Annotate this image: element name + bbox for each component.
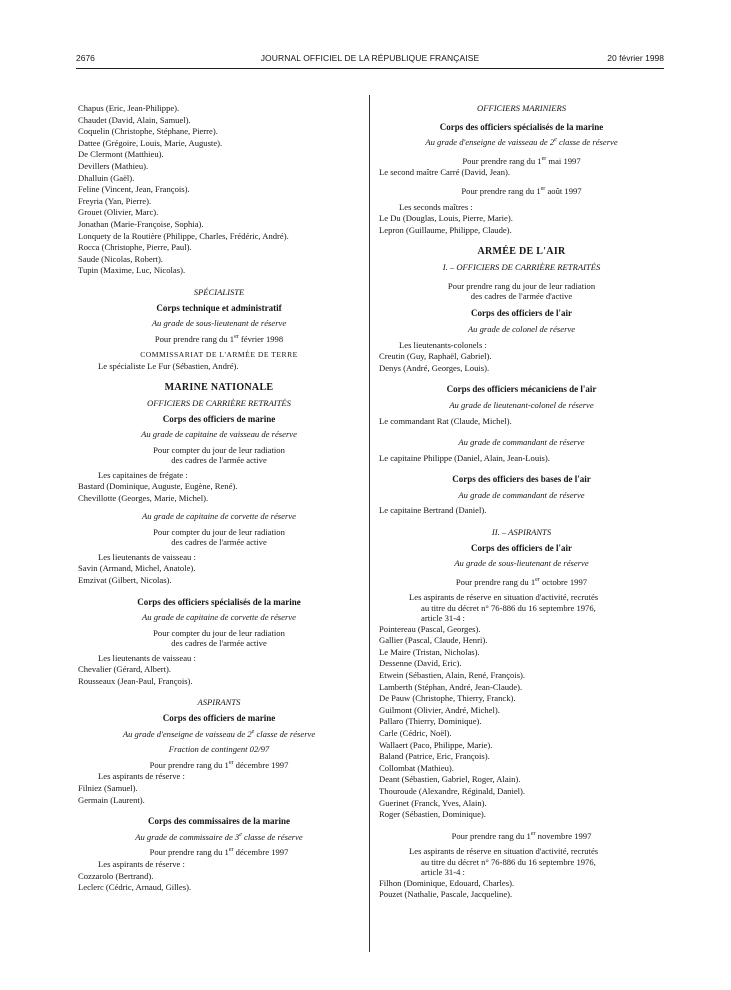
names-list [379,213,664,236]
rang-line: Pour prendre rang du 1er décembre 1997 [149,847,289,858]
issue-date: 20 février 1998 [607,53,664,63]
name-entry: Grouet (Olivier, Marc). [78,207,159,218]
left-column [78,103,360,894]
name-entry: Rocca (Christophe, Pierre, Paul). [78,242,192,253]
name-entry: Pouzet (Nathalie, Pascale, Jacqueline). [379,889,513,900]
fraction-heading: Fraction de contingent 02/97 [168,744,270,755]
name-entry: Deant (Sébastien, Gabriel, Roger, Alain). [379,774,521,785]
name-entry: Savin (Armand, Michel, Anatole). [78,563,196,574]
corps-heading: Corps des officiers de marine [162,713,276,723]
name-entry: Bastard (Dominique, Auguste, Eugène, René). [78,481,238,492]
name-entry: Devillers (Mathieu). [78,160,149,171]
name-entry: Dessenne (David, Eric). [379,658,462,669]
rang-note: Pour prendre rang du jour de leur radiation des cadres de l'armée d'active [447,280,596,301]
name-entry: Guilmont (Olivier, André, Michel). [379,704,500,715]
rang-line: Pour prendre rang du 1er octobre 1997 [455,576,588,587]
section-subheading: OFFICIERS DE CARRIÈRE RETRAITÉS [147,398,291,409]
corps-heading: Corps des officiers de marine [162,413,276,424]
name-entry: Roger (Sébastien, Dominique). [379,809,486,820]
grade-heading: Au grade de colonel de réserve [467,323,576,334]
name-entry: Chapus (Eric, Jean-Philippe). [78,103,180,113]
name-entry: Wallaert (Paco, Philippe, Marie). [379,739,493,750]
corps-heading: Corps des officiers mécaniciens de l'air [446,384,597,395]
name-entry: Collombat (Mathieu). [379,762,454,773]
names-list [379,351,664,374]
rang-line: Pour prendre rang du 1er novembre 1997 [451,830,592,841]
name-entry: De Clermont (Matthieu). [78,149,164,160]
name-entry: Freyria (Yan, Pierre). [78,195,152,206]
group-label: Les lieutenants de vaisseau : [98,652,196,663]
grade-heading: Au grade de commissaire de 3e classe de réserve [135,831,303,842]
grade-heading: Au grade d'enseigne de vaisseau de 2e classe de réserve [425,137,618,148]
entry-line: Le spécialiste Le Fur (Sébastien, André). [98,360,239,371]
names-top-list [78,103,360,277]
name-entry: Emzivat (Gilbert, Nicolas). [78,575,172,586]
journal-title: JOURNAL OFFICIEL DE LA RÉPUBLIQUE FRANÇAISE [260,53,480,63]
group-label: Les seconds maîtres : [399,201,473,212]
name-entry: Carle (Cédric, Noël). [379,728,452,738]
compter-note: Pour compter du jour de leur radiation des cadres de l'armée active [153,627,285,649]
right-column [379,103,664,901]
column-divider [369,95,370,952]
name-entry: Saude (Nicolas, Robert). [78,253,163,264]
corps-heading: Corps technique et administratif [156,302,282,313]
corps-heading: Corps des officiers spécialisés de la marine [439,121,604,132]
compter-note: Pour compter du jour de leur radiation des cadres de l'armée active [153,444,285,466]
entry-line: Le capitaine Bertrand (Daniel). [379,505,487,516]
name-entry: Gallier (Pascal, Claude, Henri). [379,635,488,646]
names-list [379,624,664,821]
marine-heading: MARINE NATIONALE [164,382,274,394]
air-heading: ARMÉE DE L'AIR [477,246,566,258]
rang-line: Pour prendre rang du 1er février 1998 [154,333,284,344]
aspirants-heading: ASPIRANTS [197,697,241,708]
grade-heading: Au grade de sous-lieutenant de réserve [454,558,589,569]
page-number: 2676 [76,53,95,63]
name-entry: Lepron (Guillaume, Philippe, Claude). [379,224,512,235]
name-entry: Cozzarolo (Bertrand). [78,870,154,881]
name-entry: Baland (Patrice, Eric, François). [379,751,490,762]
name-entry: Le Maire (Tristan, Nicholas). [379,646,480,657]
names-list [78,664,360,687]
grade-heading: Au grade de commandant de réserve [458,437,585,448]
name-entry: Filniez (Samuel). [78,782,138,793]
name-entry: Pallaro (Thierry, Dominique). [379,716,482,727]
entry-line: Le capitaine Philippe (Daniel, Alain, Jean-Louis). [379,452,550,463]
name-entry: Etwein (Sébastien, Alain, René, François). [379,670,526,681]
names-list [78,563,360,586]
name-entry: Chevillotte (Georges, Marie, Michel). [78,492,209,503]
name-entry: Feline (Vincent, Jean, François). [78,184,190,195]
grade-heading: Au grade d'enseigne de vaisseau de 2e classe de réserve [122,728,316,739]
entry-line: Le second maître Carré (David, Jean). [379,167,510,178]
name-entry: Denys (André, Georges, Louis). [379,362,490,373]
rang-line: Pour prendre rang du 1er décembre 1997 [149,759,289,770]
mariniers-heading: OFFICIERS MARINIERS [476,103,566,113]
grade-heading: Au grade de sous-lieutenant de réserve [151,318,287,329]
group-label: Les lieutenants de vaisseau : [98,551,196,562]
name-entry: Leclerc (Cédric, Arnaud, Gilles). [78,882,192,893]
name-entry: Pointereau (Pascal, Georges). [379,623,481,634]
corps-heading: Corps des commissaires de la marine [147,816,291,827]
grade-heading: Au grade de capitaine de corvette de réserve [142,511,296,522]
corps-heading: Corps des officiers de l'air [471,542,572,553]
group-label: Les aspirants de réserve : [98,771,185,782]
name-entry: Chevalier (Gérard, Albert). [78,664,172,675]
rang-line: Pour prendre rang du 1er mai 1997 [462,155,581,166]
names-list [379,878,664,901]
grade-heading: Au grade de lieutenant-colonel de réserve [449,399,594,410]
names-list [78,871,360,894]
rang-line: Pour prendre rang du 1er août 1997 [461,185,582,196]
name-entry: Germain (Laurent). [78,794,145,805]
name-entry: De Pauw (Christophe, Thierry, Franck). [379,693,516,704]
header-rule [76,68,664,69]
name-entry: Creutin (Guy, Raphaël, Gabriel). [379,351,492,362]
name-entry: Le Du (Douglas, Louis, Pierre, Marie). [379,213,513,224]
names-list [78,783,360,806]
name-entry: Guerinet (Franck, Yves, Alain). [379,797,487,808]
corps-heading: Corps des officiers de l'air [471,308,572,319]
entry-line: Le commandant Rat (Claude, Michel). [379,415,512,426]
name-entry: Lonquety de la Routière (Philippe, Charles, Frédéric, André). [78,230,289,241]
page-header [76,53,664,67]
group-label: Les capitaines de frégate : [98,469,188,480]
recruitment-note: Les aspirants de réserve en situation d'activité, recrutés au titre du décret n° 76-886 du 16 septembre 1976, article 31-4 : [409,592,599,624]
corps-heading: Corps des officiers des bases de l'air [452,474,591,485]
grade-heading: Au grade de capitaine de corvette de réserve [142,612,296,623]
section-subheading: I. – OFFICIERS DE CARRIÈRE RETRAITÉS [442,261,601,272]
specialiste-heading: SPÉCIALISTE [193,286,245,297]
name-entry: Coquelin (Christophe, Stéphane, Pierre). [78,126,218,137]
name-entry: Dhalluin (Gaël). [78,172,135,183]
recruitment-note: Les aspirants de réserve en situation d'activité, recrutés au titre du décret n° 76-886 du 16 septembre 1976, article 31-4 : [409,846,599,878]
name-entry: Lamberth (Stéphan, André, Jean-Claude). [379,681,523,692]
name-entry: Thouroude (Alexandre, Réginald, Daniel). [379,785,526,796]
grade-heading: Au grade de capitaine de vaisseau de réserve [141,429,297,440]
names-list [78,481,360,504]
group-label: Les aspirants de réserve : [98,858,185,869]
group-label: Les lieutenants-colonels : [399,339,487,350]
grade-heading: Au grade de commandant de réserve [458,489,585,500]
name-entry: Dattee (Grégoire, Louis, Marie, Auguste). [78,137,223,148]
name-entry: Filhon (Dominique, Edouard, Charles). [379,877,515,888]
name-entry: Tupin (Maxime, Luc, Nicolas). [78,265,186,276]
section-subheading: II. – ASPIRANTS [491,527,552,538]
name-entry: Rousseaux (Jean-Paul, François). [78,675,193,686]
commissariat-heading: COMMISSARIAT DE L'ARMÉE DE TERRE [140,350,298,360]
compter-note: Pour compter du jour de leur radiation des cadres de l'armée active [153,527,285,548]
name-entry: Jonathan (Marie-Françoise, Sophia). [78,218,204,229]
corps-heading: Corps des officiers spécialisés de la marine [137,596,301,607]
name-entry: Chaudet (David, Alain, Samuel). [78,114,191,125]
